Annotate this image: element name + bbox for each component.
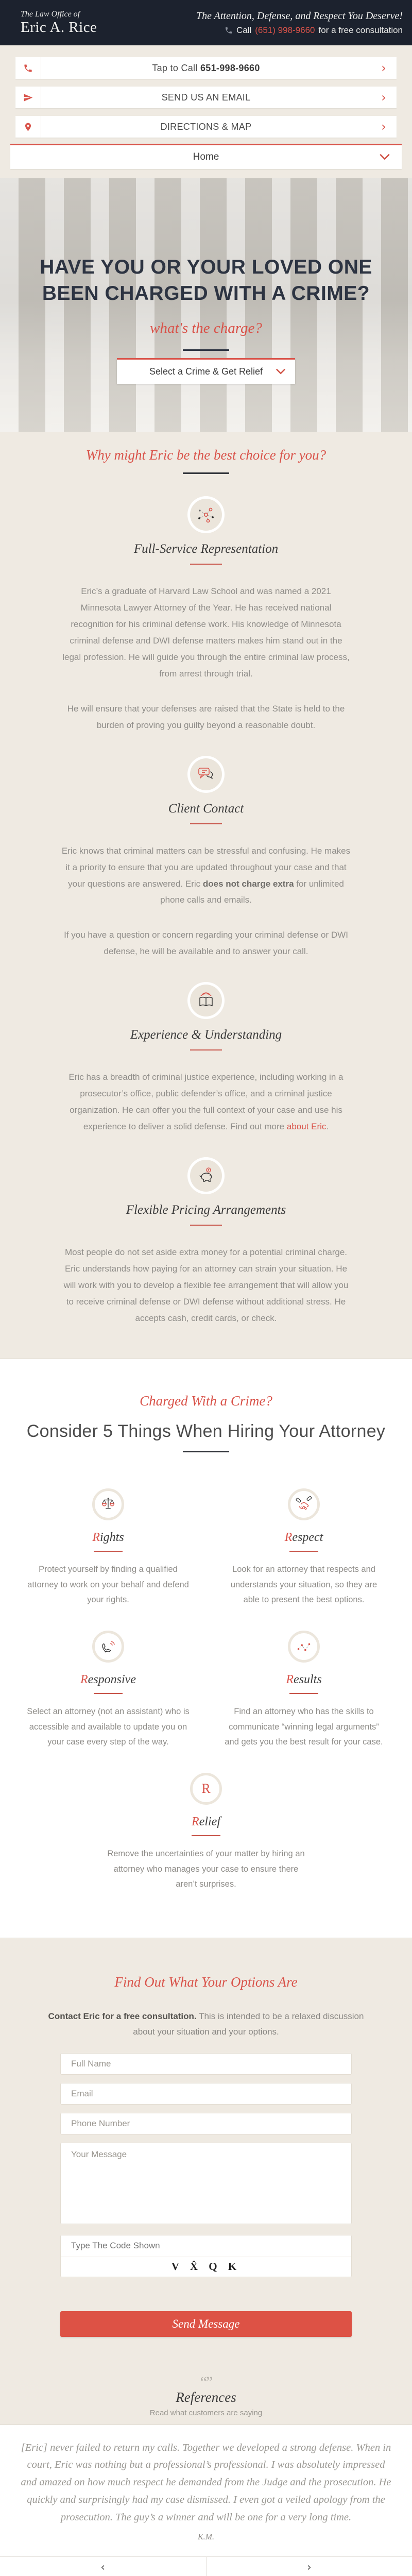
nav-current-label: Home <box>193 151 219 163</box>
five-item-text: Find an attorney who has the skills to communicate “winning legal arguments” and gets you the best result for your case. <box>221 1704 386 1750</box>
feature-paragraph: If you have a question or concern regarding your criminal defense or DWI defense, he will be available and to answer your call. <box>60 927 352 960</box>
send-message-button[interactable]: Send Message <box>60 2311 352 2337</box>
handshake-icon <box>294 1495 314 1514</box>
feature-icon-circle <box>190 758 222 790</box>
logo-name: Eric A. Rice <box>21 19 97 36</box>
feature-divider <box>190 823 222 824</box>
heading-divider <box>183 472 229 474</box>
chevron-down-icon <box>276 368 286 375</box>
feature-paragraph: He will ensure that your defenses are raised that the State is held to the burden of proving you guilty beyond a reasonable doubt. <box>60 701 352 734</box>
testimonial-quote: [Eric] never failed to return my calls. Together we developed a strong defense. When in court, Eric was nothing but a professional’s professional. I was absolutely impressed and amazed on how much respect he demanded from the Judge and the prosecution. He quickly and surprisingly had my case dismissed. I even got a veiled apology from the prosecution. The guy’s a winner and will be one for a very long time. <box>18 2425 394 2527</box>
features-list <box>0 499 412 1327</box>
about-eric-link[interactable]: about Eric <box>287 1122 327 1131</box>
feature-divider <box>190 1049 222 1050</box>
five-item-icon-circle <box>288 1631 320 1663</box>
feature-paragraph: Eric’s a graduate of Harvard Law School and was named a 2021 Minnesota Lawyer Attorney of the Year. He has received national recognition for his criminal defense work. His knowledge of Minnesota criminal defense and DWI defense matters makes him stand out in the legal profession. He will guide you through the entire criminal law process, from arrest through trial. <box>60 583 352 682</box>
logo-tagline: The Law Office of <box>21 10 97 19</box>
hero-divider <box>183 349 229 351</box>
quick-action-label: SEND US AN EMAIL <box>41 92 371 103</box>
testimonial-attribution: K.M. <box>0 2533 412 2556</box>
feature-divider <box>190 1225 222 1226</box>
map-pin-icon <box>15 116 41 138</box>
five-item-text: Select an attorney (not an assistant) who is accessible and available to update you on your case every step of the way. <box>26 1704 191 1750</box>
references-title: References <box>0 2389 412 2405</box>
references-header <box>0 2376 412 2425</box>
full-name-field[interactable] <box>60 2053 352 2075</box>
five-item-title: Respect <box>221 1531 386 1545</box>
five-item-title: Rights <box>26 1531 191 1545</box>
captcha-field[interactable] <box>61 2235 351 2257</box>
phone-number-field[interactable] <box>60 2113 352 2134</box>
letter-r-icon: R <box>196 1779 216 1799</box>
references-subtitle: Read what customers are saying <box>0 2409 412 2417</box>
contact-section <box>0 1938 412 2425</box>
piggy-bank-icon <box>196 1165 216 1186</box>
why-eric-section <box>0 432 412 1359</box>
site-header <box>0 0 412 45</box>
hero-headline: HAVE YOU OR YOUR LOVED ONE BEEN CHARGED WITH A CRIME? <box>0 255 412 307</box>
five-item-icon-circle <box>92 1488 124 1520</box>
five-things-item <box>26 1488 191 1608</box>
feature-title: Client Contact <box>0 802 412 816</box>
feature-block <box>0 758 412 960</box>
five-item-text: Look for an attorney that respects and understands your situation, so they are able to present the best options. <box>221 1562 386 1608</box>
chat-icon <box>196 764 216 785</box>
email-field[interactable] <box>60 2083 352 2105</box>
feature-block <box>0 985 412 1135</box>
five-item-text: Remove the uncertainties of your matter by hiring an attorney who manages your case to ensure there aren’t surprises. <box>103 1846 309 1892</box>
map-pin-icon <box>23 122 33 132</box>
five-item-divider <box>94 1693 123 1694</box>
feature-paragraph: Most people do not set aside extra money for a potential criminal charge. Eric understands how paying for an attorney can strain your situation. He will work with you to develop a flexible fee arrangement that will allow you to receive criminal defense or DWI defense without additional stress. He accepts cash, credit cards, or check. <box>60 1244 352 1327</box>
five-item-icon-circle <box>288 1488 320 1520</box>
book-icon <box>196 990 216 1011</box>
phone-icon <box>15 57 41 79</box>
crime-select-label: Select a Crime & Get Relief <box>149 366 263 377</box>
results-chart-icon <box>294 1637 314 1656</box>
testimonial-section <box>0 2425 412 2576</box>
header-call-line <box>196 25 403 36</box>
header-phone-number[interactable]: (651) 998-9660 <box>255 25 315 36</box>
testimonial-carousel <box>0 2556 412 2576</box>
five-item-title: Relief <box>103 1815 309 1829</box>
chevron-right-icon: › <box>371 121 397 133</box>
carousel-next-button[interactable]: › <box>207 2557 412 2576</box>
five-item-icon-circle <box>92 1631 124 1663</box>
network-icon <box>196 504 216 525</box>
hero-section <box>0 178 412 432</box>
quick-action-button[interactable] <box>15 87 397 108</box>
feature-icon-circle <box>190 499 222 531</box>
feature-block <box>0 1160 412 1327</box>
quote-icon: “” <box>0 2376 412 2388</box>
chevron-right-icon: › <box>371 91 397 104</box>
call-prefix: Call <box>236 25 251 36</box>
five-things-section <box>0 1359 412 1938</box>
five-item-divider <box>192 1835 220 1836</box>
scales-icon <box>98 1495 118 1514</box>
why-heading: Why might Eric be the best choice for you? <box>0 447 412 463</box>
quick-actions <box>0 45 412 138</box>
feature-divider <box>190 564 222 565</box>
contact-heading: Find Out What Your Options Are <box>0 1974 412 1990</box>
heading-divider <box>183 1451 229 1452</box>
five-item-title: Results <box>221 1673 386 1687</box>
five-things-item <box>26 1631 191 1750</box>
feature-paragraph: Eric knows that criminal matters can be stressful and confusing. He makes it a priority to ensure that you are updated throughout your case and that your questions are answered. Eric does not charge extra for unlimited phone calls and emails. <box>60 843 352 909</box>
five-things-item <box>221 1488 386 1608</box>
five-item-divider <box>289 1551 318 1552</box>
quick-action-button[interactable] <box>15 116 397 138</box>
quick-action-button[interactable] <box>15 57 397 79</box>
feature-icon-circle <box>190 985 222 1016</box>
five-item-icon-circle <box>190 1773 222 1805</box>
phone-call-icon <box>98 1637 118 1656</box>
feature-paragraph: Eric has a breadth of criminal justice experience, including working in a prosecutor’s office, public defender’s office, and a criminal justice organization. He can offer you the full context of your case and use his experience to deliver a solid defense. Find out more about Eric. <box>60 1069 352 1135</box>
hero-subheading: what's the charge? <box>0 320 412 337</box>
crime-select-dropdown[interactable] <box>117 358 295 384</box>
five-item-divider <box>289 1693 318 1694</box>
quick-action-label: Tap to Call 651-998-9660 <box>41 63 371 74</box>
feature-title: Flexible Pricing Arrangements <box>0 1203 412 1217</box>
quick-action-label: DIRECTIONS & MAP <box>41 122 371 132</box>
five-item-text: Protect yourself by finding a qualified attorney to work on your behalf and defend your rights. <box>26 1562 191 1608</box>
five-eyebrow: Charged With a Crime? <box>0 1393 412 1409</box>
five-things-item <box>221 1631 386 1750</box>
feature-icon-circle <box>190 1160 222 1192</box>
chevron-down-icon <box>379 154 390 161</box>
call-suffix: for a free consultation <box>319 25 403 36</box>
header-right <box>196 10 403 36</box>
captcha-block <box>60 2235 352 2277</box>
feature-title: Experience & Understanding <box>0 1028 412 1042</box>
feature-title: Full-Service Representation <box>0 542 412 556</box>
captcha-code-image: V X̂ Q K <box>61 2257 351 2277</box>
five-item-title: Responsive <box>26 1673 191 1687</box>
phone-icon <box>23 63 33 73</box>
message-field[interactable] <box>60 2143 352 2224</box>
header-slogan: The Attention, Defense, and Respect You Deserve! <box>196 10 403 22</box>
contact-form <box>60 2045 352 2277</box>
chevron-right-icon: › <box>371 62 397 74</box>
nav-dropdown[interactable] <box>10 144 402 169</box>
send-email-icon <box>23 93 33 103</box>
five-things-grid <box>26 1466 386 1892</box>
five-things-item <box>103 1773 309 1892</box>
phone-icon <box>225 26 233 35</box>
feature-block <box>0 499 412 734</box>
contact-intro: Contact Eric for a free consultation. This is intended to be a relaxed discussion about your situation and your options. <box>41 2009 371 2040</box>
five-item-divider <box>94 1551 123 1552</box>
five-heading: Consider 5 Things When Hiring Your Attorney <box>0 1421 412 1442</box>
send-email-icon <box>15 87 41 108</box>
site-logo <box>21 10 97 36</box>
carousel-prev-button[interactable]: ‹ <box>0 2557 207 2576</box>
